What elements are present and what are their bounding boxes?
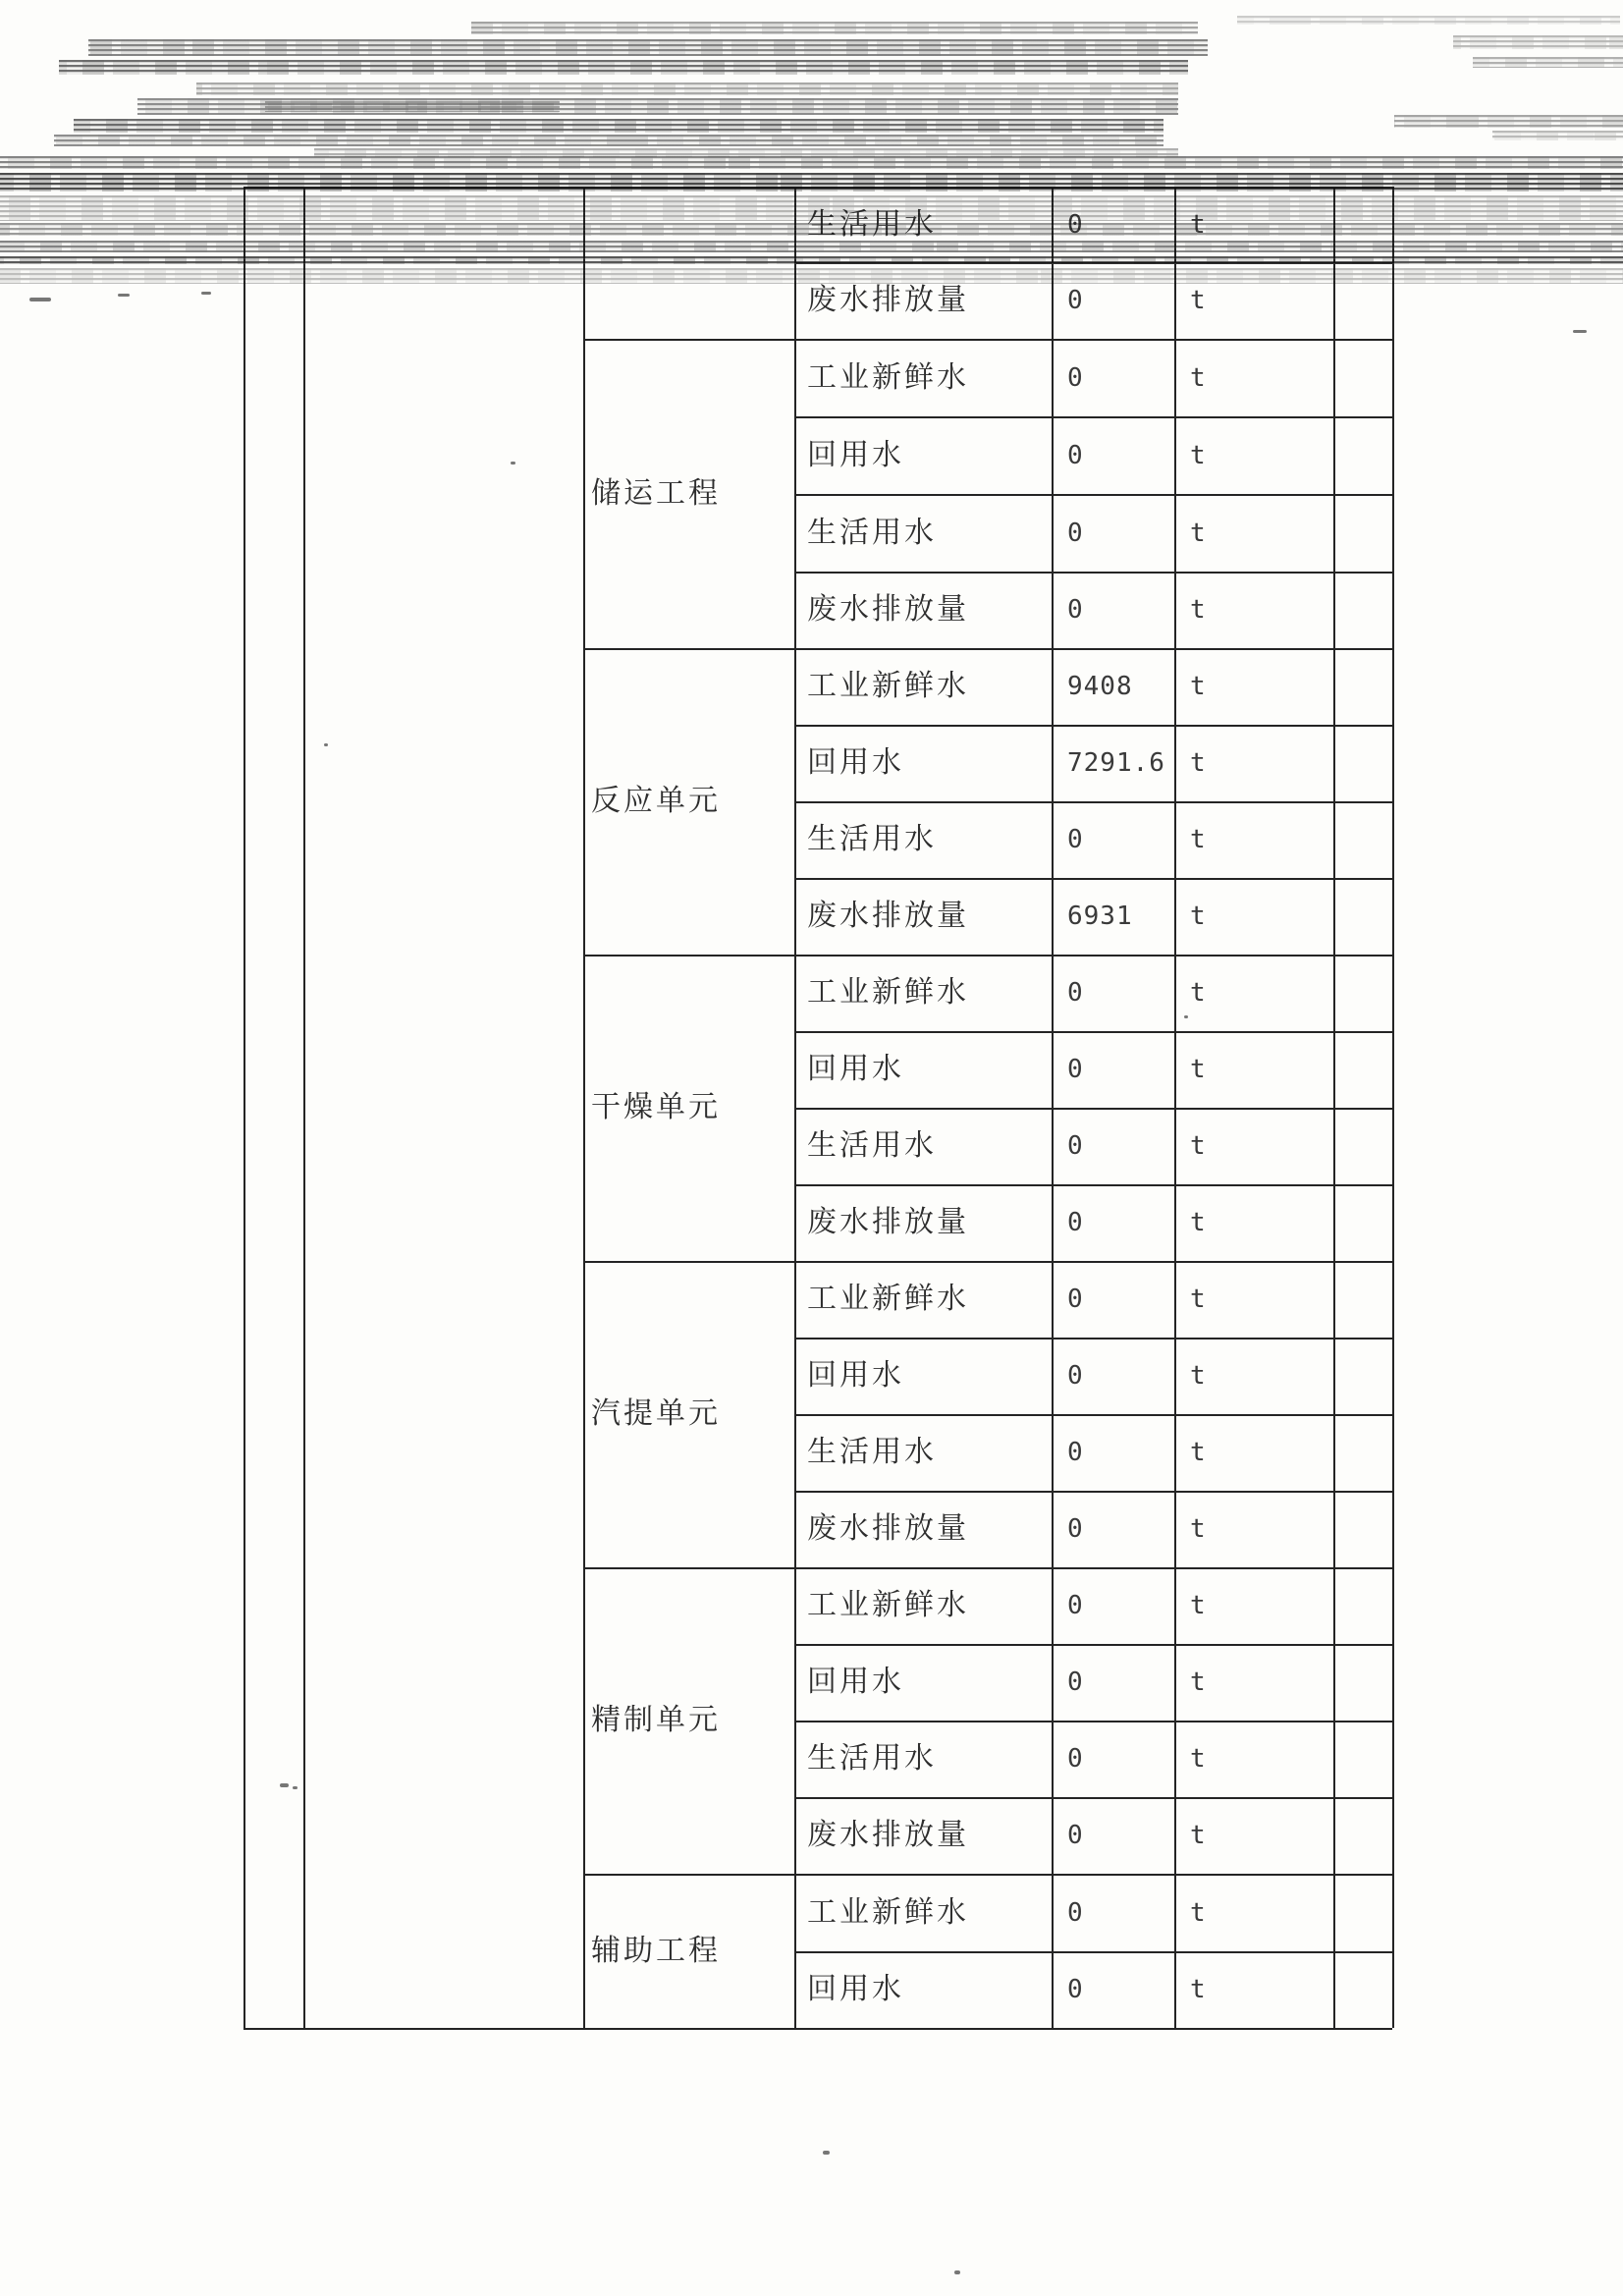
table-grid-line-v	[303, 187, 305, 2028]
unit-label: t	[1190, 1514, 1207, 1544]
table-grid-line-h	[794, 572, 1392, 574]
water-amount-value: 0	[1067, 1285, 1084, 1314]
water-amount-value: 0	[1067, 209, 1084, 240]
water-item-label: 废水排放量	[807, 593, 969, 626]
table-grid-line-h	[794, 416, 1392, 418]
water-amount-value: 0	[1067, 1208, 1084, 1237]
water-item-label: 废水排放量	[807, 284, 969, 316]
scan-noise-band	[1237, 16, 1620, 25]
water-amount-value: 0	[1067, 1821, 1084, 1850]
table-grid-line-h	[794, 725, 1392, 727]
water-amount-value: 0	[1067, 1514, 1084, 1544]
scan-noise-band	[0, 156, 1623, 169]
water-item-label: 生活用水	[807, 207, 937, 241]
scan-noise-band	[54, 135, 1163, 146]
water-item-label: 废水排放量	[807, 1512, 969, 1545]
water-item-label: 回用水	[807, 438, 904, 471]
water-item-label: 回用水	[807, 1359, 904, 1392]
water-amount-value: 0	[1067, 978, 1084, 1008]
table-grid-line-h	[794, 262, 1392, 264]
scan-speck	[118, 294, 130, 297]
scan-noise-band	[196, 82, 1178, 95]
scan-noise-band	[1473, 57, 1623, 68]
process-block-label: 辅助工程	[591, 1934, 721, 1967]
scan-noise-band	[137, 98, 1178, 115]
unit-label: t	[1190, 1055, 1207, 1084]
water-amount-value: 0	[1067, 1055, 1084, 1084]
unit-label: t	[1190, 362, 1207, 393]
table-grid-line-h	[794, 1338, 1392, 1339]
table-grid-line-h	[583, 339, 1392, 341]
unit-label: t	[1190, 518, 1207, 548]
water-item-label: 回用水	[807, 1053, 904, 1085]
water-amount-value: 0	[1067, 825, 1084, 854]
table-grid-line-h	[794, 1031, 1392, 1033]
scan-speck	[280, 1783, 289, 1787]
table-grid-line-v	[583, 187, 585, 2028]
water-item-label: 回用水	[807, 746, 904, 779]
scan-speck	[823, 2151, 830, 2155]
water-item-label: 生活用水	[807, 1742, 937, 1775]
water-item-label: 工业新鲜水	[807, 360, 969, 394]
table-grid-line-h	[794, 1184, 1392, 1186]
table-grid-line-h	[794, 494, 1392, 496]
water-amount-value: 7291.6	[1067, 748, 1165, 778]
scan-noise-band	[74, 119, 1163, 133]
water-amount-value: 0	[1067, 595, 1084, 625]
water-amount-value: 0	[1067, 518, 1084, 548]
water-item-label: 生活用水	[807, 1129, 937, 1162]
water-amount-value: 6931	[1067, 902, 1133, 931]
process-block-label: 精制单元	[591, 1704, 721, 1736]
unit-label: t	[1190, 1667, 1207, 1697]
water-item-label: 废水排放量	[807, 1206, 969, 1238]
unit-label: t	[1190, 902, 1207, 931]
water-item-label: 废水排放量	[807, 900, 969, 932]
water-amount-value: 9408	[1067, 672, 1133, 701]
table-grid-line-v	[1392, 187, 1394, 2028]
table-grid-line-h	[794, 1414, 1392, 1416]
unit-label: t	[1190, 440, 1207, 470]
scan-noise-band	[1394, 115, 1623, 128]
scan-noise-band	[314, 148, 1178, 157]
water-item-label: 工业新鲜水	[807, 976, 969, 1009]
scan-speck	[29, 298, 51, 301]
unit-label: t	[1190, 1975, 1207, 2004]
unit-label: t	[1190, 1744, 1207, 1774]
water-item-label: 工业新鲜水	[807, 1589, 969, 1621]
table-grid-line-h	[583, 1261, 1392, 1263]
table-grid-line-h	[583, 648, 1392, 650]
water-item-label: 生活用水	[807, 823, 937, 855]
water-amount-value: 0	[1067, 1131, 1084, 1161]
water-item-label: 工业新鲜水	[807, 1283, 969, 1315]
table-grid-line-h	[794, 878, 1392, 880]
water-amount-value: 0	[1067, 440, 1084, 470]
water-amount-value: 0	[1067, 286, 1084, 315]
table-grid-line-h	[794, 1491, 1392, 1493]
scan-speck	[954, 2270, 960, 2274]
unit-label: t	[1190, 1361, 1207, 1391]
scan-speck	[511, 462, 515, 465]
water-item-label: 回用水	[807, 1666, 904, 1698]
water-amount-value: 0	[1067, 1897, 1084, 1928]
scan-speck	[1573, 330, 1587, 333]
scan-noise-band	[1492, 131, 1623, 140]
table-grid-line-h	[794, 1644, 1392, 1646]
water-item-label: 工业新鲜水	[807, 1895, 969, 1929]
water-item-label: 生活用水	[807, 1436, 937, 1468]
table-grid-line-h	[243, 2028, 1392, 2030]
scan-speck	[201, 292, 211, 295]
unit-label: t	[1190, 286, 1207, 315]
water-item-label: 生活用水	[807, 516, 937, 549]
water-amount-value: 0	[1067, 1361, 1084, 1391]
table-grid-line-v	[243, 187, 245, 2028]
scan-noise-band	[471, 22, 1198, 34]
water-amount-value: 0	[1067, 1438, 1084, 1467]
unit-label: t	[1190, 825, 1207, 854]
table-grid-line-h	[243, 187, 1392, 189]
scan-speck	[293, 1786, 298, 1789]
process-block-label: 反应单元	[591, 785, 721, 817]
table-grid-line-h	[794, 1108, 1392, 1110]
scan-speck	[1184, 1015, 1188, 1018]
table-grid-line-h	[794, 1721, 1392, 1722]
water-amount-value: 0	[1067, 362, 1084, 393]
unit-label: t	[1190, 1821, 1207, 1850]
water-item-label: 工业新鲜水	[807, 670, 969, 702]
scan-noise-band	[265, 101, 560, 112]
unit-label: t	[1190, 1438, 1207, 1467]
unit-label: t	[1190, 1208, 1207, 1237]
process-block-label: 汽提单元	[591, 1397, 721, 1430]
table-grid-line-h	[583, 1874, 1392, 1876]
scan-noise-band	[59, 60, 1188, 75]
table-grid-line-h	[583, 1567, 1392, 1569]
water-amount-value: 0	[1067, 1975, 1084, 2004]
scan-noise-band	[88, 39, 1208, 56]
unit-label: t	[1190, 1897, 1207, 1928]
water-amount-value: 0	[1067, 1667, 1084, 1697]
unit-label: t	[1190, 1131, 1207, 1161]
table-grid-line-h	[583, 955, 1392, 957]
unit-label: t	[1190, 1285, 1207, 1314]
table-grid-line-h	[794, 1797, 1392, 1799]
unit-label: t	[1190, 1591, 1207, 1620]
table-grid-line-h	[794, 1951, 1392, 1953]
unit-label: t	[1190, 978, 1207, 1008]
unit-label: t	[1190, 748, 1207, 778]
table-grid-line-h	[794, 801, 1392, 803]
scan-speck	[324, 743, 328, 746]
unit-label: t	[1190, 209, 1207, 240]
unit-label: t	[1190, 672, 1207, 701]
water-item-label: 回用水	[807, 1973, 904, 2005]
process-block-label: 干燥单元	[591, 1091, 721, 1123]
water-item-label: 废水排放量	[807, 1819, 969, 1851]
scan-noise-band	[1453, 35, 1623, 49]
process-block-label: 储运工程	[591, 476, 721, 510]
water-amount-value: 0	[1067, 1744, 1084, 1774]
water-amount-value: 0	[1067, 1591, 1084, 1620]
unit-label: t	[1190, 595, 1207, 625]
